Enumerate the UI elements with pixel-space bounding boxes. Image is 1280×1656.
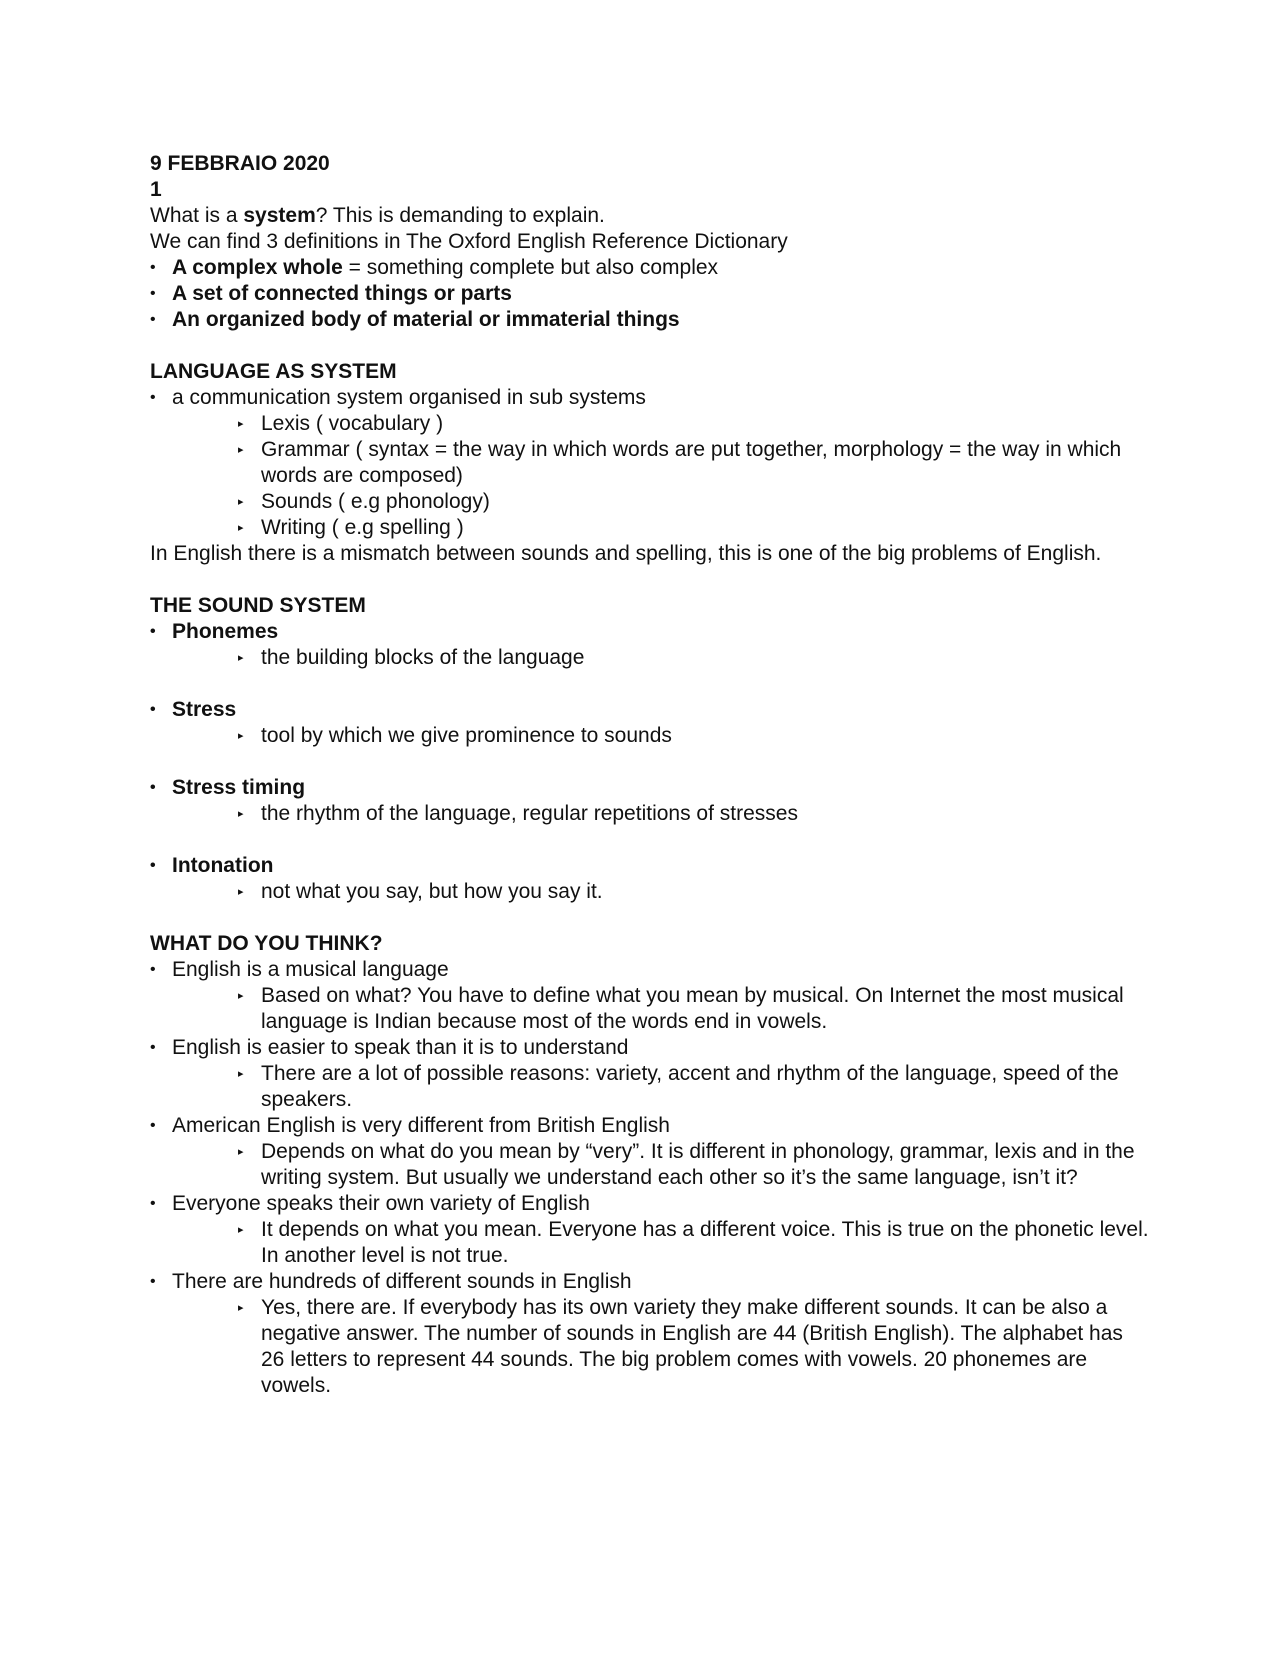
bullet-marker: •: [150, 259, 156, 276]
bullet-marker: •: [150, 623, 156, 640]
spacer: [150, 567, 1150, 593]
spacer: [150, 905, 1150, 931]
bullet-marker: •: [150, 1273, 156, 1290]
spacer: [150, 333, 1150, 359]
list-item: • Everyone speaks their own variety of English: [150, 1192, 590, 1215]
sub-bullet-marker: ▸: [238, 1068, 244, 1080]
sub-bullet-marker: ▸: [238, 990, 244, 1002]
sub-list-item: ▸ It depends on what you mean. Everyone has a different voice. This is true on the phonetic level. In another level is not true.: [238, 1218, 1149, 1267]
bullet-marker: •: [150, 285, 156, 302]
spacer: [150, 749, 1150, 775]
section-heading-sound-system: THE SOUND SYSTEM: [150, 594, 366, 617]
sub-list-item: ▸ Depends on what do you mean by “very”. It is different in phonology, grammar, lexis and in the writing system. But usually we understand each other so it’s the same language, isn’t it?: [238, 1140, 1135, 1189]
sub-list-item: ▸ Lexis ( vocabulary ): [238, 412, 444, 435]
definition-item: • A set of connected things or parts: [150, 282, 512, 305]
sub-list-item: ▸ tool by which we give prominence to sounds: [238, 724, 672, 747]
list-item: • English is easier to speak than it is to understand: [150, 1036, 629, 1059]
sub-bullet-marker: ▸: [238, 1224, 244, 1236]
sub-list-item: ▸ Based on what? You have to define what you mean by musical. On Internet the most musical language is Indian because most of the words end in vowels.: [238, 984, 1124, 1033]
bullet-marker: •: [150, 1117, 156, 1134]
lecture-number: 1: [150, 178, 162, 201]
bullet-marker: •: [150, 1195, 156, 1212]
sub-list-item: ▸ the building blocks of the language: [238, 646, 585, 669]
bullet-marker: •: [150, 311, 156, 328]
bullet-marker: •: [150, 961, 156, 978]
spacer: [150, 827, 1150, 853]
sub-list-item: ▸ Grammar ( syntax = the way in which words are put together, morphology = the way in which words are composed): [238, 438, 1122, 487]
intro-question: What is a system? This is demanding to explain.: [150, 204, 605, 227]
bullet-marker: •: [150, 701, 156, 718]
sub-list-item: ▸ There are a lot of possible reasons: variety, accent and rhythm of the language, speed of the speakers.: [238, 1062, 1119, 1111]
list-item: • Stress: [150, 698, 237, 721]
bullet-marker: •: [150, 389, 156, 406]
spacer: [150, 671, 1150, 697]
list-item: • English is a musical language: [150, 958, 449, 981]
sub-bullet-marker: ▸: [238, 1146, 244, 1158]
sub-bullet-marker: ▸: [238, 496, 244, 508]
sub-bullet-marker: ▸: [238, 444, 244, 456]
list-item: • a communication system organised in sub systems: [150, 386, 646, 409]
sub-bullet-marker: ▸: [238, 886, 244, 898]
section-heading-language-system: LANGUAGE AS SYSTEM: [150, 360, 397, 383]
sub-list-item: ▸ Writing ( e.g spelling ): [238, 516, 464, 539]
bullet-marker: •: [150, 779, 156, 796]
list-item: • Phonemes: [150, 620, 279, 643]
list-item: • There are hundreds of different sounds in English: [150, 1270, 632, 1293]
sub-bullet-marker: ▸: [238, 652, 244, 664]
sub-bullet-marker: ▸: [238, 1302, 244, 1314]
sub-list-item: ▸ the rhythm of the language, regular repetitions of stresses: [238, 802, 798, 825]
language-system-note: In English there is a mismatch between sounds and spelling, this is one of the big problems of English.: [150, 542, 1102, 565]
sub-bullet-marker: ▸: [238, 418, 244, 430]
definition-item: • An organized body of material or immaterial things: [150, 308, 680, 331]
date-heading: 9 FEBBRAIO 2020: [150, 152, 330, 175]
sub-bullet-marker: ▸: [238, 730, 244, 742]
sub-list-item: ▸ not what you say, but how you say it.: [238, 880, 603, 903]
sub-list-item: ▸ Yes, there are. If everybody has its own variety they make different sounds. It can be also a negative answer. The number of sounds in English are 44 (British English). The alphabet has 26 letters to represent 44 sounds. The big problem comes with vowels. 20 phonemes are vowels.: [238, 1296, 1123, 1397]
intro-definitions-source: We can find 3 definitions in The Oxford English Reference Dictionary: [150, 230, 788, 253]
document-page: [150, 151, 1150, 1399]
list-item: • Stress timing: [150, 776, 306, 799]
bullet-marker: •: [150, 857, 156, 874]
section-heading-what-do-you-think: WHAT DO YOU THINK?: [150, 932, 383, 955]
list-item: • Intonation: [150, 854, 274, 877]
sub-bullet-marker: ▸: [238, 522, 244, 534]
definition-item: • A complex whole = something complete but also complex: [150, 256, 719, 279]
list-item: • American English is very different from British English: [150, 1114, 670, 1137]
sub-bullet-marker: ▸: [238, 808, 244, 820]
bullet-marker: •: [150, 1039, 156, 1056]
sub-list-item: ▸ Sounds ( e.g phonology): [238, 490, 490, 513]
